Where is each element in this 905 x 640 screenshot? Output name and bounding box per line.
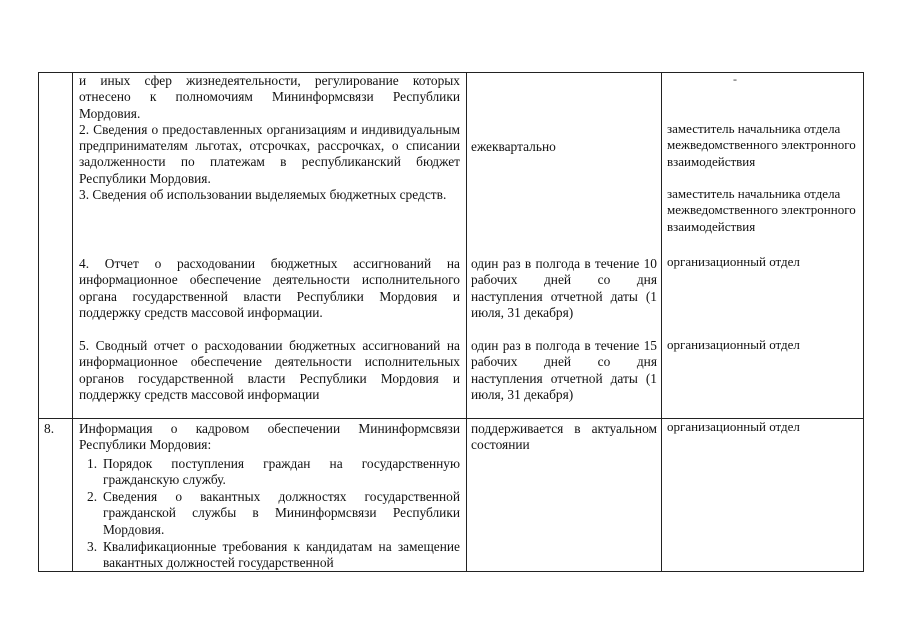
list-item-number: 1. — [87, 455, 98, 471]
list-item-text: Сведения о вакантных должностях государственной гражданской службы в Мининформсвязи Республики Мордовия. — [103, 489, 460, 537]
content-paragraph: 3. Сведения об использовании выделяемых бюджетных средств. — [79, 187, 447, 203]
responsible-dash: - — [733, 72, 737, 86]
table-left-border — [38, 72, 39, 571]
col-number-divider — [72, 72, 73, 571]
list-item-number: 3. — [87, 539, 98, 555]
list-item-text: Квалификационные требования к кандидатам на замещение вакантных должностей государственной — [103, 539, 460, 571]
responsible-org-dept-2: организационный отдел — [667, 337, 800, 352]
responsible-deputy-2: заместитель начальника отдела межведомственного электронного взаимодействия — [667, 186, 856, 234]
list-item — [79, 456, 460, 489]
periodicity-quarterly: ежеквартально — [471, 139, 556, 154]
list-item — [79, 539, 460, 572]
row-8-periodicity: поддерживается в актуальном состоянии — [471, 421, 657, 453]
content-cell-continuation — [79, 73, 460, 203]
list-item-number: 2. — [87, 489, 98, 505]
responsible-deputy-1: заместитель начальника отдела межведомственного электронного взаимодействия — [667, 121, 856, 169]
responsible-org-dept-1: организационный отдел — [667, 254, 800, 269]
table-right-border — [863, 72, 864, 571]
content-paragraph: 2. Сведения о предоставленных организациям и индивидуальным предпринимателям льготах, отсрочках, рассрочках, о списании задолженности по платежам в республиканский бюджет Республики Мордовия. — [79, 121, 460, 186]
periodicity-half-year-15: один раз в полгода в течение 15 рабочих дней со дня наступления отчетной даты (1 июля, 31 декабря) — [471, 338, 657, 402]
list-item-text: Порядок поступления граждан на государственную гражданскую службу. — [103, 455, 460, 487]
report-item-5 — [79, 338, 460, 403]
row-8-content — [79, 421, 460, 573]
report-item-4 — [79, 256, 460, 321]
row-8-number: 8. — [44, 421, 55, 436]
content-paragraph: и иных сфер жизнедеятельности, регулирование которых отнесено к полномочиям Мининформсвязи Республики Мордовия. — [79, 73, 460, 121]
report-item-text: 4. Отчет о расходовании бюджетных ассигнований на информационное обеспечение деятельности исполнительного органа государственной власти Республики Мордовия и поддержку средств массовой информации. — [79, 256, 460, 320]
col-content-divider — [466, 72, 467, 571]
list-item — [79, 489, 460, 538]
col-periodicity-divider — [661, 72, 662, 571]
report-item-text: 5. Сводный отчет о расходовании бюджетных ассигнований на информационное обеспечение деятельности исполнительных органов государственной власти Республики Мордовия и поддержку средств массовой информации — [79, 338, 460, 402]
row-8-title: Информация о кадровом обеспечении Мининформсвязи Республики Мордовия: — [79, 421, 460, 453]
row-8-list — [79, 456, 460, 572]
row-8-responsible: организационный отдел — [667, 419, 800, 434]
periodicity-half-year-10: один раз в полгода в течение 10 рабочих дней со дня наступления отчетной даты (1 июля, 31 декабря) — [471, 256, 657, 320]
